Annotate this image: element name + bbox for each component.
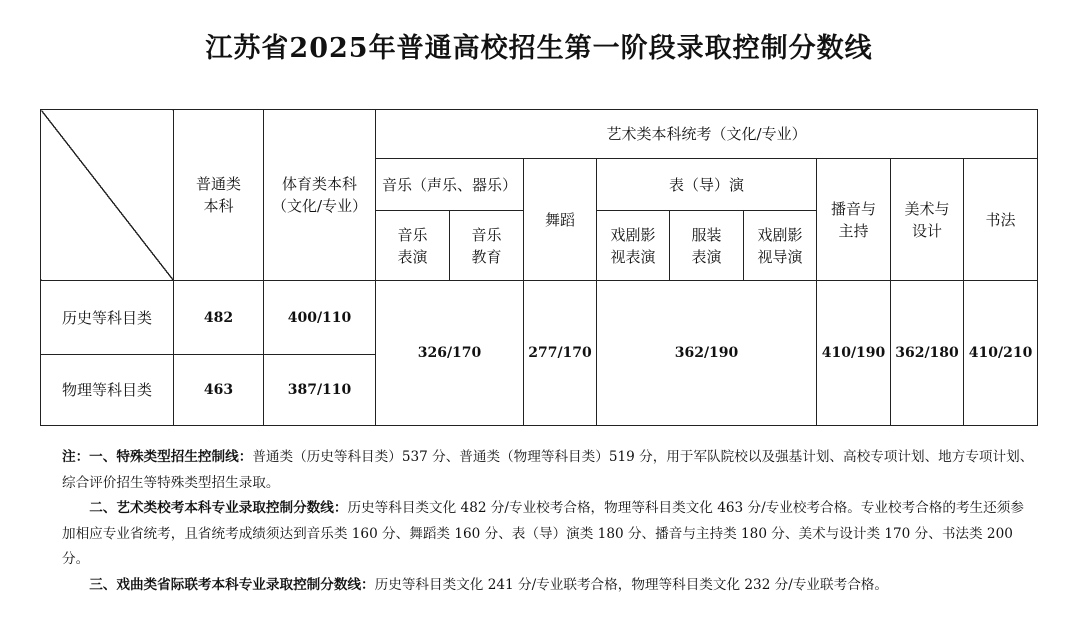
header-music-edu-line2: 教育 xyxy=(471,247,502,266)
cell-perform: 362/190 xyxy=(597,281,817,426)
header-director xyxy=(744,211,817,281)
header-music-perf-line2: 表演 xyxy=(397,247,428,266)
row-label-history: 历史等科目类 xyxy=(41,281,174,355)
header-music-edu xyxy=(450,211,524,281)
header-putong-line1: 普通类 xyxy=(195,175,241,193)
header-putong xyxy=(174,110,264,281)
cell-putong-history: 482 xyxy=(174,281,264,355)
header-tiyu-line2: （文化/专业） xyxy=(271,197,368,215)
header-dance: 舞蹈 xyxy=(524,159,597,281)
note-1 xyxy=(62,445,1037,496)
header-music-edu-line1: 音乐 xyxy=(471,225,502,244)
header-costume-line1: 服装 xyxy=(691,225,722,244)
cell-design: 362/180 xyxy=(891,281,964,426)
note-1-heading: 注：一、特殊类型招生控制线： xyxy=(62,449,253,465)
page-title: 江苏省2025年普通高校招生第一阶段录取控制分数线 xyxy=(205,33,873,64)
header-putong-line2: 本科 xyxy=(203,197,234,215)
note-2-heading: 二、艺术类校考本科专业录取控制分数线： xyxy=(89,500,348,516)
corner-diagonal-cell xyxy=(41,110,174,281)
cell-music: 326/170 xyxy=(376,281,524,426)
header-costume-line2: 表演 xyxy=(691,247,722,266)
cell-broadcast: 410/190 xyxy=(817,281,891,426)
note-2 xyxy=(62,496,1037,573)
header-broadcast-line1: 播音与 xyxy=(830,199,876,218)
table-row xyxy=(41,281,1038,355)
header-drama-line2: 视表演 xyxy=(610,247,656,266)
header-director-line1: 戏剧影 xyxy=(757,225,803,244)
cell-putong-physics: 463 xyxy=(174,355,264,426)
header-drama-line1: 戏剧影 xyxy=(610,225,656,244)
cell-dance: 277/170 xyxy=(524,281,597,426)
header-perform: 表（导）演 xyxy=(597,159,817,211)
header-broadcast xyxy=(817,159,891,281)
note-3-text: 历史等科目类文化 241 分/专业联考合格，物理等科目类文化 232 分/专业联考合格。 xyxy=(374,576,888,593)
header-broadcast-line2: 主持 xyxy=(838,221,869,240)
note-3-heading: 三、戏曲类省际联考本科专业录取控制分数线： xyxy=(89,576,375,593)
header-costume xyxy=(670,211,744,281)
row-label-physics: 物理等科目类 xyxy=(41,355,174,426)
header-music: 音乐（声乐、器乐） xyxy=(376,159,524,211)
header-calligraphy: 书法 xyxy=(964,159,1038,281)
header-tiyu-line1: 体育类本科 xyxy=(281,175,357,193)
note-2-text: 历史等科目类文化 482 分/专业校考合格，物理等科目类文化 463 分/专业校考合格。专业校考合格的考生还须参加相应专业省统考，且省统考成绩须达到音乐类 160 分、舞蹈类 160 分、表（导）演类 180 分、播音与主持类 180 分、美术与设计类 170 分、书法类 200 分。 xyxy=(62,500,1024,567)
cell-calligraphy: 410/210 xyxy=(964,281,1038,426)
header-music-perf-line1: 音乐 xyxy=(397,225,428,244)
cell-tiyu-history: 400/110 xyxy=(264,281,376,355)
header-music-perf xyxy=(376,211,450,281)
header-drama xyxy=(597,211,670,281)
note-3 xyxy=(62,573,1037,599)
header-tiyu xyxy=(264,110,376,281)
cell-tiyu-physics: 387/110 xyxy=(264,355,376,426)
header-art: 艺术类本科统考（文化/专业） xyxy=(376,110,1038,159)
header-design xyxy=(891,159,964,281)
header-design-line2: 设计 xyxy=(911,221,942,240)
score-table xyxy=(40,109,1038,426)
note-1-text: 普通类（历史等科目类）537 分、普通类（物理等科目类）519 分，用于军队院校以及强基计划、高校专项计划、地方专项计划、综合评价招生等特殊类型招生录取。 xyxy=(62,449,1034,491)
header-director-line2: 视导演 xyxy=(757,247,803,266)
notes xyxy=(62,445,1037,598)
header-design-line1: 美术与 xyxy=(904,199,950,218)
